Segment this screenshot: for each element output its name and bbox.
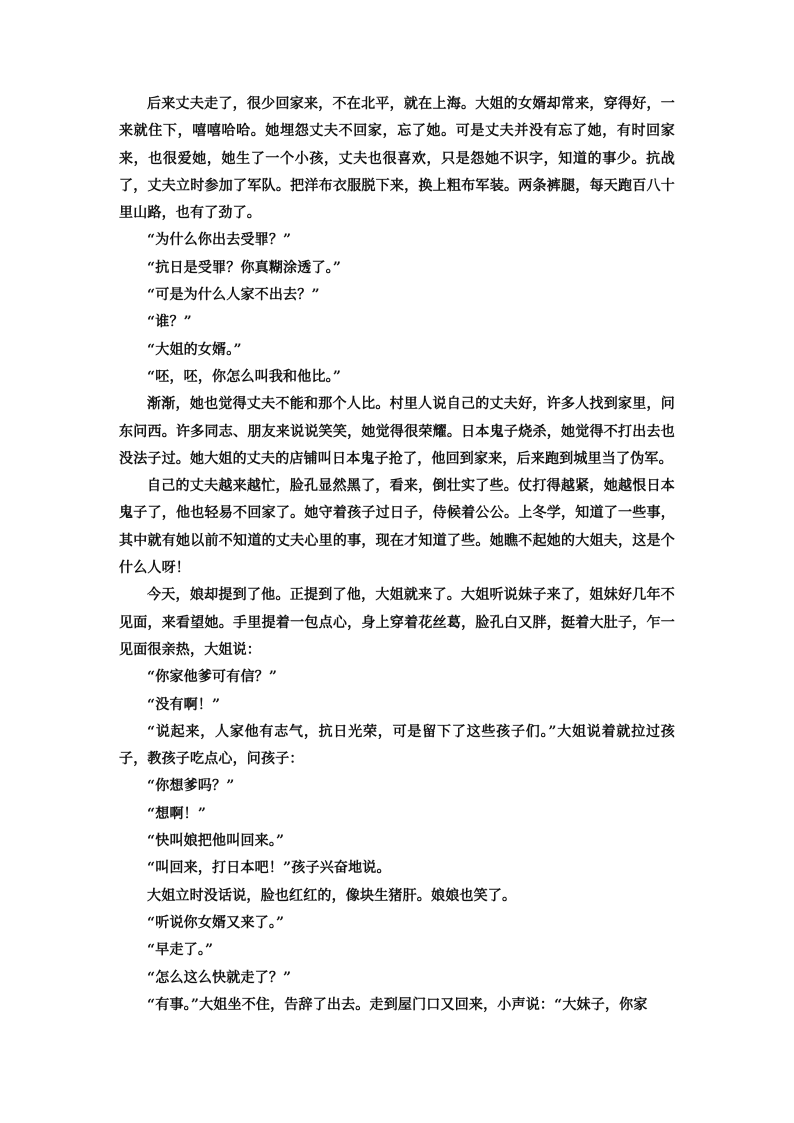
story-text xyxy=(119,91,675,1019)
dialogue-line: “可是为什么人家不出去？” xyxy=(147,287,320,304)
dialogue-line: “大姐的女婿。” xyxy=(147,341,242,358)
dialogue-line: “想啊！” xyxy=(147,805,207,822)
paragraph-husband-busy: 自己的丈夫越来越忙，脸孔显然黑了，看来，倒壮实了些。仗打得越紧，她越恨日本鬼子了，他也轻易不回家了。她守着孩子过日子，侍候着公公。上冬学，知道了一些事，其中就有她以前不知道的丈夫心里的事，现在才知道了些。她瞧不起她的大姐夫，这是个什么人呀！ xyxy=(119,478,675,577)
dialogue-line: “抗日是受罪？你真糊涂透了。” xyxy=(147,259,342,276)
dialogue-line: “你想爹吗？” xyxy=(147,778,235,795)
dialogue-line: “没有啊！” xyxy=(147,696,221,713)
dialogue-line: “有事。”大姐坐不住，告辞了出去。走到屋门口又回来，小声说：“大妹子，你家 xyxy=(147,996,648,1013)
paragraph-today: 今天，娘却提到了他。正提到了他，大姐就来了。大姐听说妹子来了，姐妹好几年不见面，来看望她。手里提着一包点心，身上穿着花丝葛，脸孔白又胖，挺着大肚子，乍一见面很亲热，大姐说： xyxy=(119,587,675,658)
dialogue-line: “听说你女婿又来了。” xyxy=(147,914,285,931)
narration-line: 大姐立时没话说，脸也红红的，像块生猪肝。娘娘也笑了。 xyxy=(147,887,517,904)
dialogue-line: “呸，呸，你怎么叫我和他比。” xyxy=(147,368,342,385)
dialogue-line: “早走了。” xyxy=(147,942,214,959)
paragraph-gradually: 渐渐，她也觉得丈夫不能和那个人比。村里人说自己的丈夫好，许多人找到家里，问东问西。许多同志、朋友来说说笑笑，她觉得很荣耀。日本鬼子烧杀，她觉得不打出去也没法子过。她大姐的丈夫的店铺叫日本鬼子抢了，他回到家来，后来跑到城里当了伪军。 xyxy=(119,396,675,467)
dialogue-line: “快叫娘把他叫回来。” xyxy=(147,833,285,850)
dialogue-line: “怎么这么快就走了？” xyxy=(147,969,292,986)
dialogue-line: “你家他爹可有信？” xyxy=(147,669,278,686)
dialogue-line: “叫回来，打日本吧！”孩子兴奋地说。 xyxy=(147,860,391,877)
dialogue-line: “说起来，人家他有志气，抗日光荣，可是留下了这些孩子们。”大姐说着就拉过孩子，教孩子吃点心，问孩子： xyxy=(119,723,675,768)
dialogue-line: “为什么你出去受罪？” xyxy=(147,232,292,249)
paragraph-husband-left: 后来丈夫走了，很少回家来，不在北平，就在上海。大姐的女婿却常来，穿得好，一来就住下，嘻嘻哈哈。她埋怨丈夫不回家，忘了她。可是丈夫并没有忘了她，有时回家来，也很爱她，她生了一个小孩，丈夫也很喜欢，只是怨她不识字，知道的事少。抗战了，丈夫立时参加了军队。把洋布衣服脱下来，换上粗布军装。两条裤腿，每天跑百八十里山路，也有了劲了。 xyxy=(119,96,675,222)
dialogue-line: “谁？” xyxy=(147,314,192,331)
